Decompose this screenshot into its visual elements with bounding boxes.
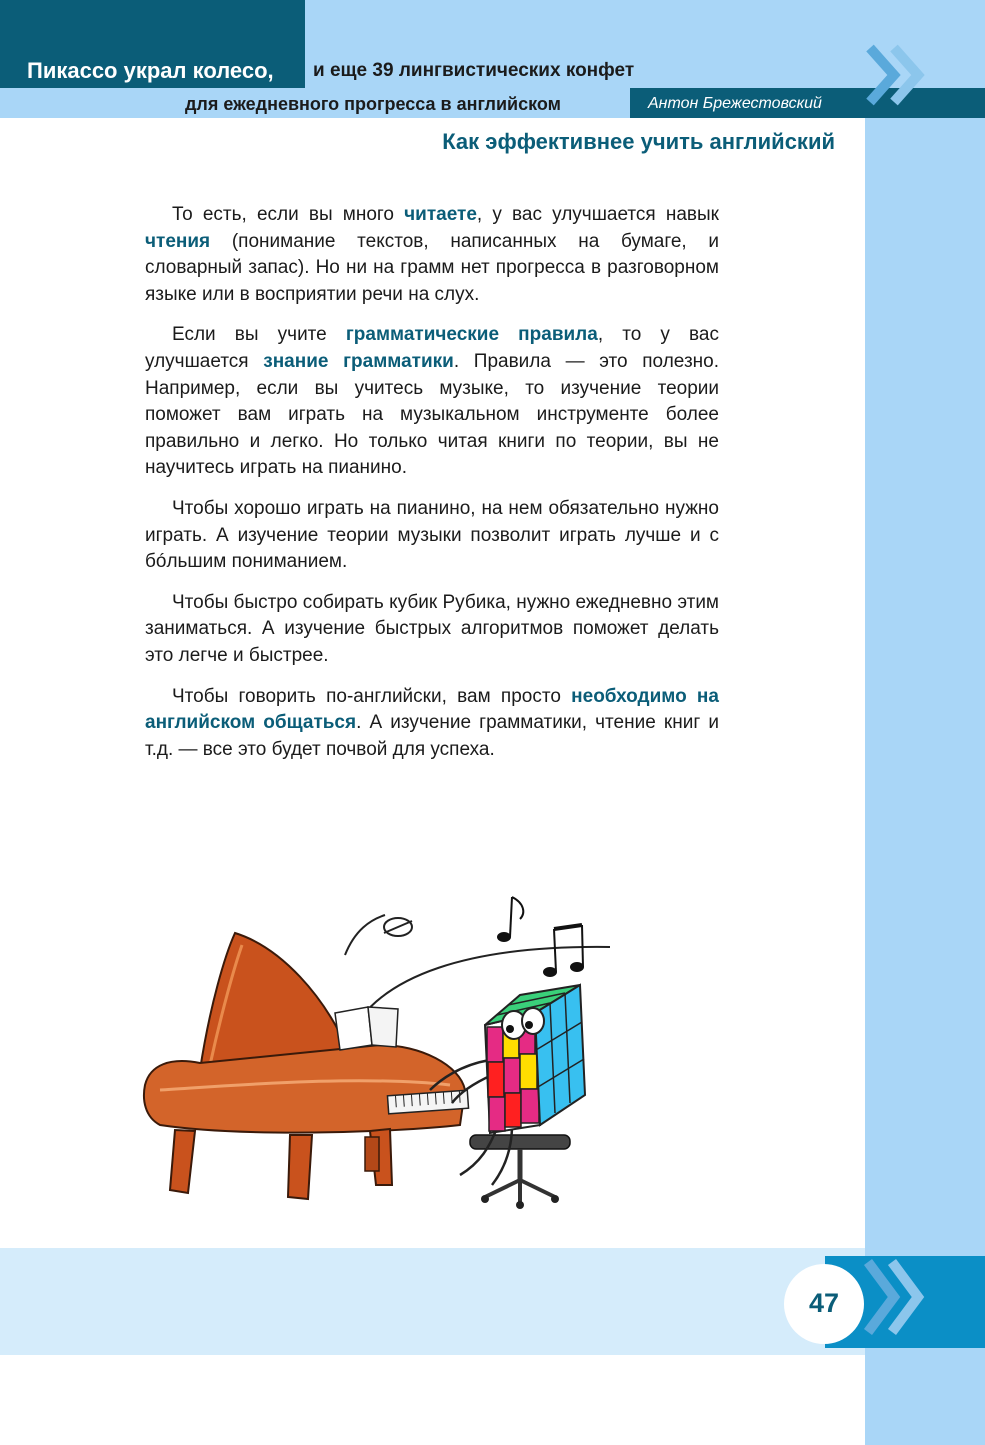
highlight-term: чтения xyxy=(145,230,211,252)
body-text xyxy=(145,202,719,777)
highlight-term: грамматические правила xyxy=(345,324,598,346)
text-run: Чтобы хорошо играть на пианино, на нем обязательно нужно играть. А изучение теории музыки позволит играть лучше и с бóльшим пониманием. xyxy=(145,497,719,573)
book-subtitle: для ежедневного прогресса в английском xyxy=(185,94,561,114)
paragraph-3 xyxy=(145,496,719,576)
chapter-title: Как эффективнее учить английский xyxy=(442,129,835,154)
piano-rubiks-cube-illustration xyxy=(140,885,660,1215)
book-author: Антон Брежестовский xyxy=(648,95,822,112)
text-run: (понимание текстов, написанных на бумаге, и словарный запас). Но ни на грамм нет прогресса в разговорном языке или в восприятии речи на слух. xyxy=(145,230,719,305)
text-run: , то у вас улучшается xyxy=(145,324,719,372)
text-run: . Правила — это полезно. Например, если вы учитесь музыке, то изучение теории поможет вам играть на музыкальном инструменте более правильно и легко. Но только читая книги по теории, вы не научитесь играть на пианино. xyxy=(145,350,719,479)
text-run: То есть, если вы много xyxy=(172,204,405,225)
book-title-continuation: и еще 39 лингвистических конфет xyxy=(313,60,635,81)
text-run: , у вас улучшается навык xyxy=(476,204,719,225)
footer-band xyxy=(0,1248,865,1355)
highlight-term: читаете xyxy=(404,204,477,225)
highlight-term: необходимо на английском общаться xyxy=(145,685,719,734)
double-chevron-icon xyxy=(862,40,932,110)
text-run: . А изучение грамматики, чтение книг и т.д. — все это будет почвой для успеха. xyxy=(145,712,719,760)
text-run: Чтобы говорить по-английски, вам просто xyxy=(172,685,572,707)
paragraph-1 xyxy=(145,202,719,308)
text-run: Чтобы быстро собирать кубик Рубика, нужно ежедневно этим заниматься. А изучение быстрых алгоритмов поможет делать это легче и быстрее. xyxy=(145,591,719,666)
paragraph-4 xyxy=(145,590,719,670)
book-title: Пикассо украл колесо, xyxy=(27,58,274,83)
highlight-term: знание грамматики xyxy=(263,350,454,372)
text-run: Если вы учите xyxy=(172,324,346,346)
right-margin-strip xyxy=(865,0,985,1445)
paragraph-2 xyxy=(145,322,719,482)
paragraph-5 xyxy=(145,684,719,764)
page-number: 47 xyxy=(808,1288,840,1318)
double-chevron-icon xyxy=(862,1252,932,1342)
